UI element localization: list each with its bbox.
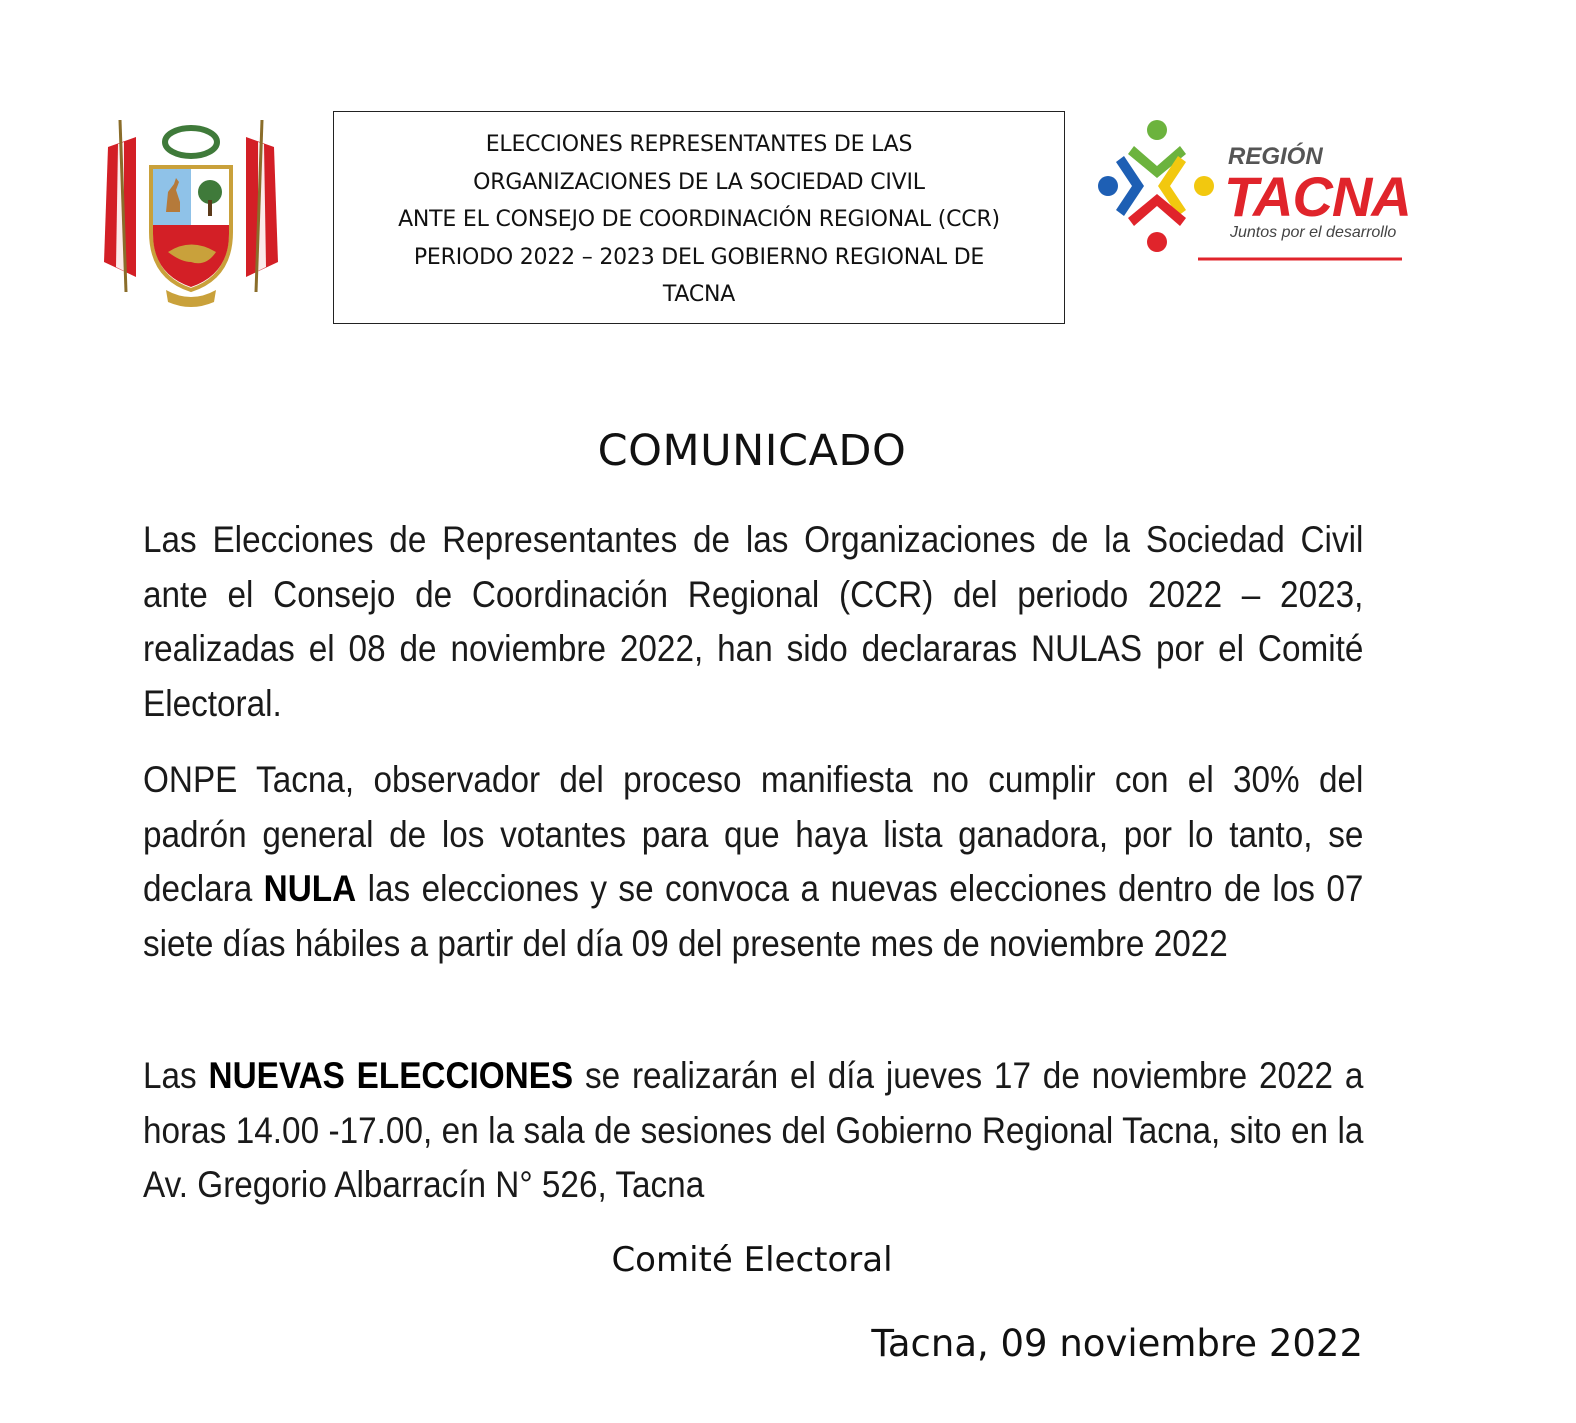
paragraph-2: [143, 753, 1363, 971]
header-line-4: PERIODO 2022 – 2023 DEL GOBIERNO REGIONAL DE: [413, 244, 985, 270]
logo-tagline: Juntos por el desarrollo: [1230, 224, 1397, 241]
paragraph-3-bold: NUEVAS ELECCIONES: [208, 1055, 574, 1096]
logo-name: TACNA: [1224, 165, 1411, 228]
paragraph-3: [143, 1049, 1363, 1213]
paragraph-2-before: ONPE Tacna, observador del proceso manifiesta no cumplir con el 30% del padrón general de los votantes para que haya lista ganadora, por lo tanto, se declara: [143, 759, 1364, 910]
coat-of-arms-logo: [96, 112, 286, 312]
logo-region-word: REGIÓN: [1228, 143, 1323, 170]
election-header-box: [333, 111, 1065, 324]
paragraph-1: Las Elecciones de Representantes de las Organizaciones de la Sociedad Civil ante el Consejo de Coordinación Regional (CCR) del periodo 2022 – 2023, realizadas el 08 de noviembre 2022, han sido declararas NULAS por el Comité Electoral.: [143, 519, 1364, 724]
paragraph-2-after: las elecciones y se convoca a nuevas elecciones dentro de los 07 siete días hábiles a partir del día 09 del presente mes de noviembre 2022: [143, 868, 1364, 964]
region-tacna-logo: [1094, 116, 1414, 266]
paragraph-3-before: Las: [143, 1055, 209, 1096]
header-line-2: ORGANIZACIONES DE LA SOCIEDAD CIVIL: [473, 169, 925, 195]
header-line-5: TACNA: [662, 282, 736, 307]
date-line: Tacna, 09 noviembre 2022: [871, 1322, 1363, 1365]
paragraph-2-bold: NULA: [263, 868, 357, 910]
paragraph-3-after: se realizarán el día jueves 17 de noviembre 2022 a horas 14.00 -17.00, en la sala de sesiones del Gobierno Regional Tacna, sito en la Av. Gregorio Albarracín N° 526, Tacna: [143, 1055, 1364, 1206]
page-title: COMUNICADO: [597, 426, 907, 476]
header-line-1: ELECCIONES REPRESENTANTES DE LAS: [485, 132, 913, 157]
header-line-3: ANTE EL CONSEJO DE COORDINACIÓN REGIONAL (CCR): [398, 207, 1000, 232]
signature: Comité Electoral: [611, 1240, 893, 1280]
